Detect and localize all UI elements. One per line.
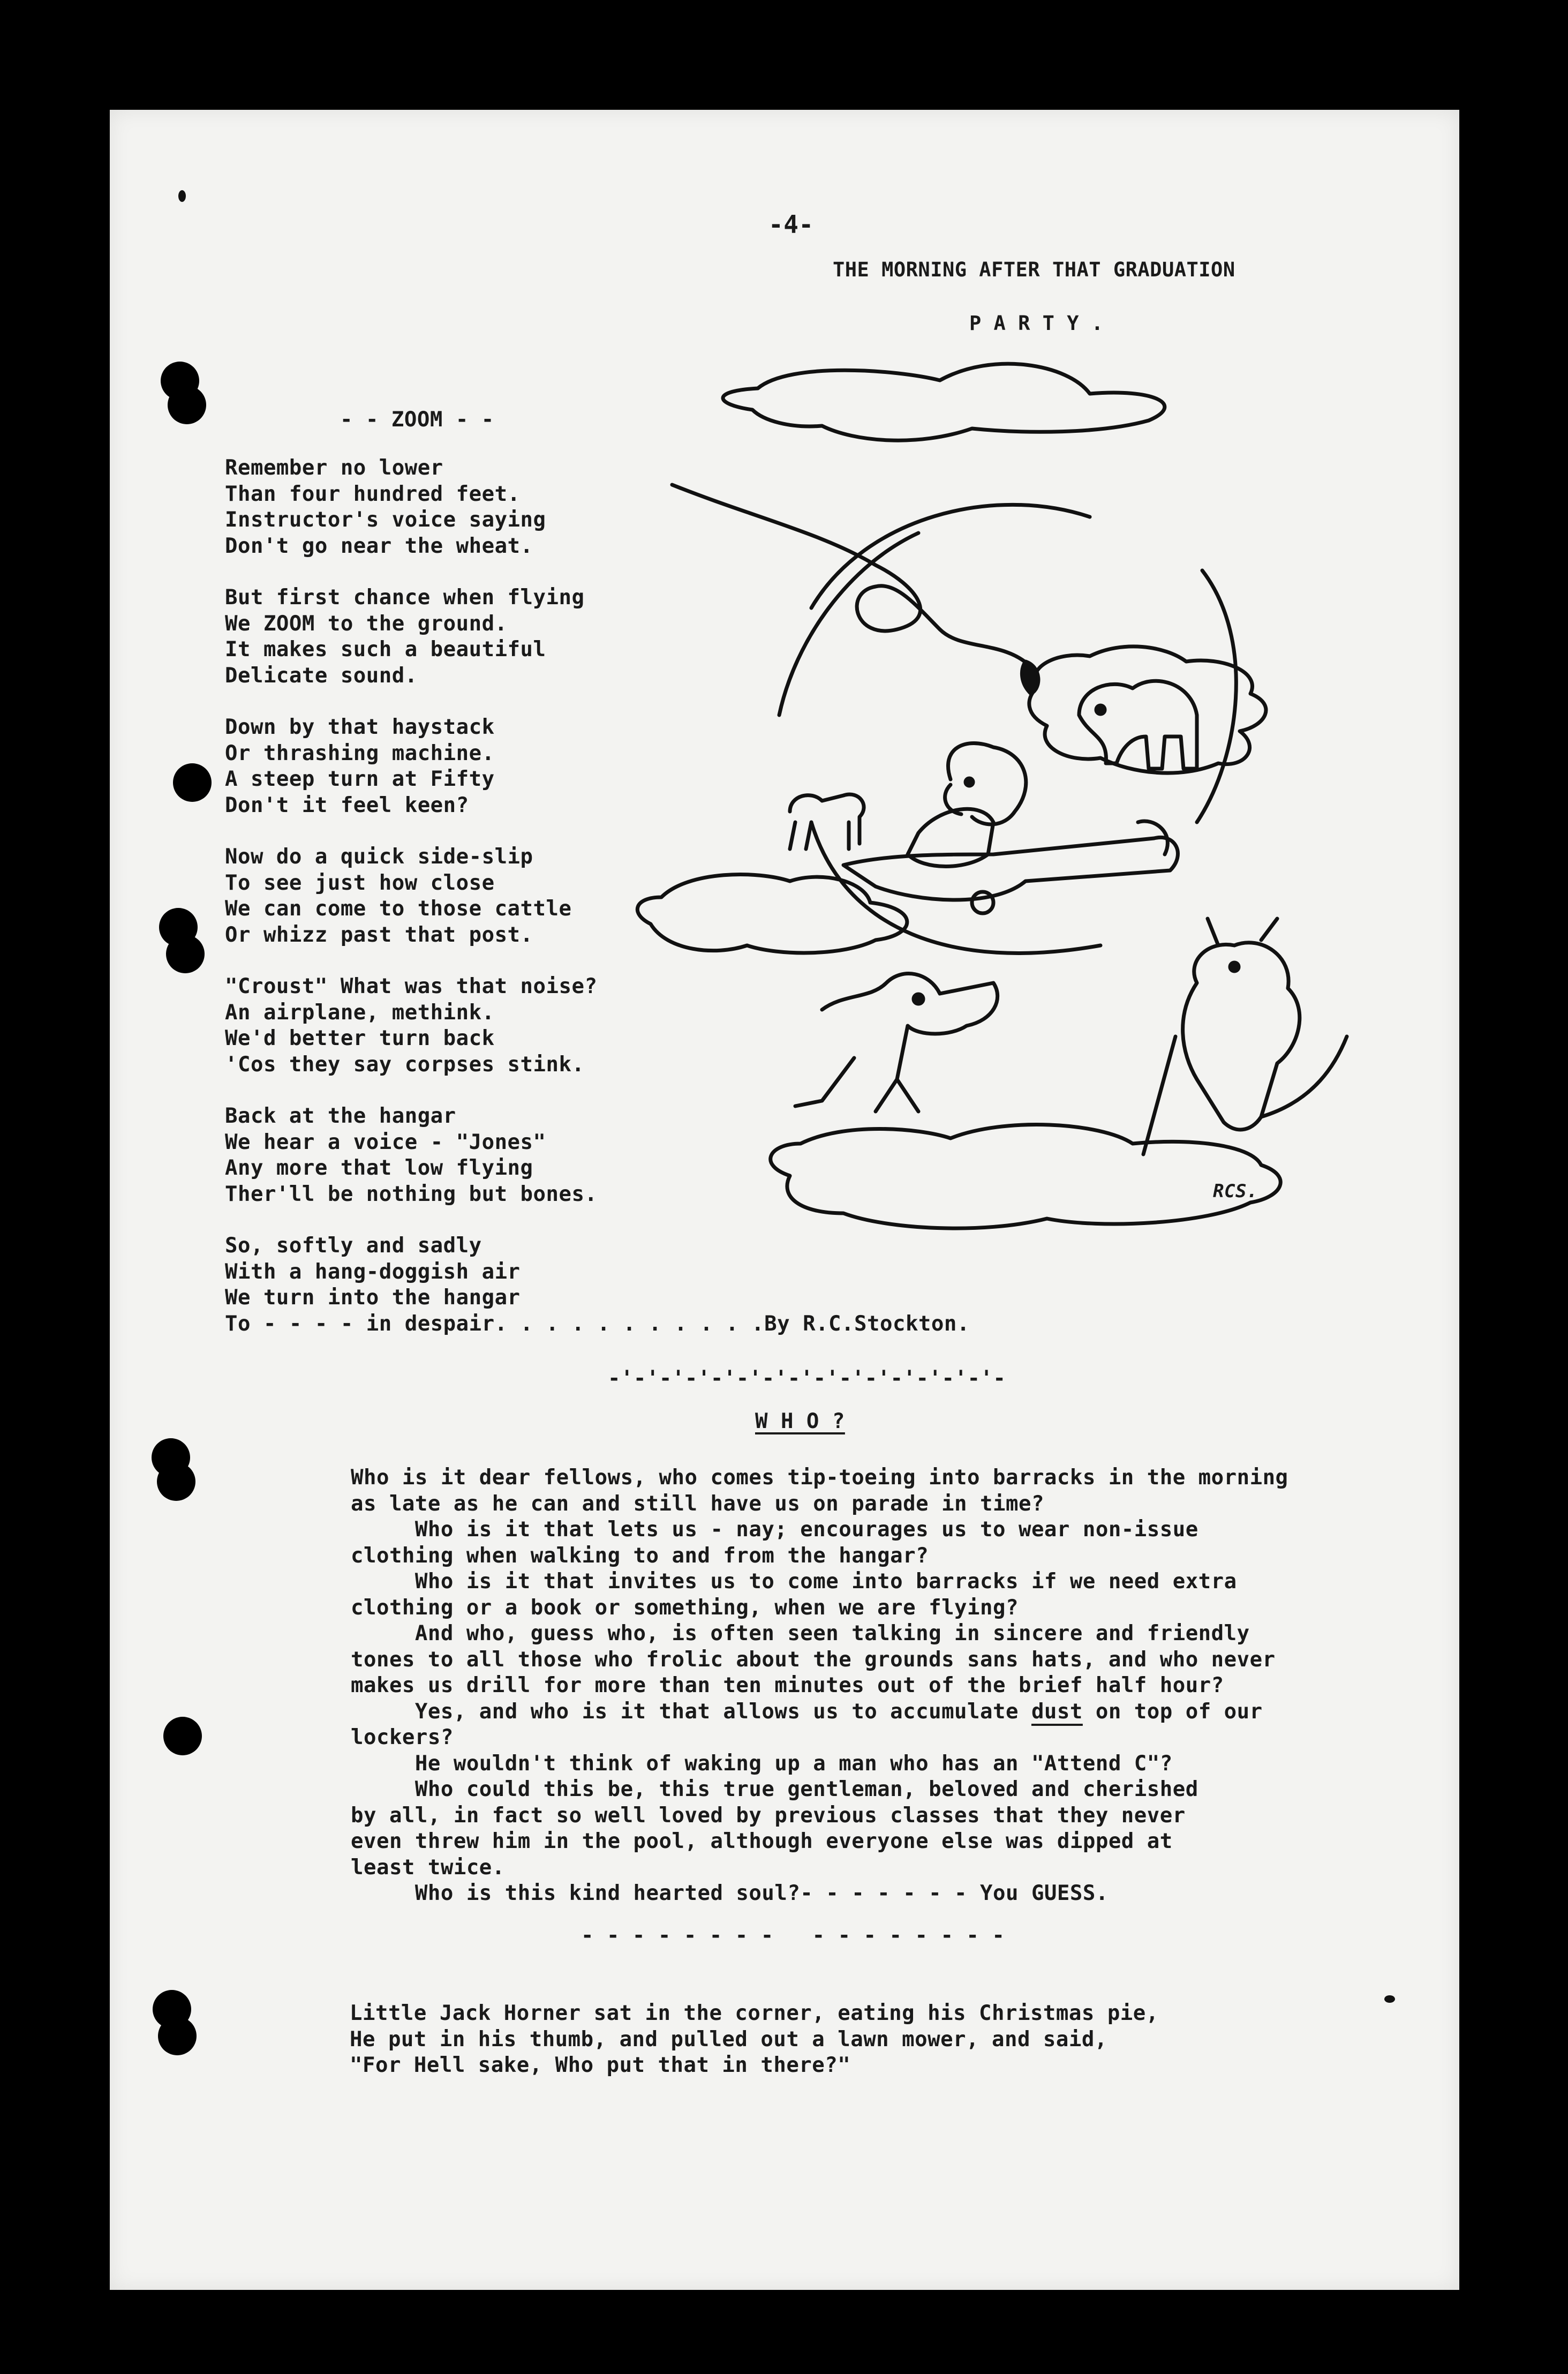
poem-line: We ZOOM to the ground. xyxy=(225,611,508,636)
article-line: tones to all those who frolic about the grounds sans hats, and who never xyxy=(351,1647,1276,1672)
poem-line: Than four hundred feet. xyxy=(225,482,521,506)
poem-line: To see just how close xyxy=(225,870,495,895)
article-line: Who is it dear fellows, who comes tip-toeing into barracks in the morning xyxy=(351,1466,1288,1490)
poem-line: Remember no lower xyxy=(225,456,443,480)
article-line: Who is it that lets us - nay; encourages us to wear non-issue xyxy=(351,1517,1198,1542)
punch-hole xyxy=(157,1462,195,1501)
article-line: clothing when walking to and from the hangar? xyxy=(351,1543,929,1568)
who-article xyxy=(351,1465,1422,1907)
cartoon-title-party: P A R T Y . xyxy=(969,312,1104,335)
underlined-word: dust xyxy=(1031,1699,1083,1724)
article-line: He wouldn't think of waking up a man who has an "Attend C"? xyxy=(351,1751,1173,1776)
article-line: clothing or a book or something, when we are flying? xyxy=(351,1595,1019,1620)
punch-hole xyxy=(166,935,205,973)
poem-title: - - ZOOM - - xyxy=(340,408,494,432)
poem-line: 'Cos they say corpses stink. xyxy=(225,1052,585,1077)
article-line: least twice. xyxy=(351,1855,505,1880)
jack-horner-rhyme xyxy=(350,2001,1421,2079)
punch-hole xyxy=(163,1717,202,1755)
rhyme-line: He put in his thumb, and pulled out a lawn mower, and said, xyxy=(350,2027,1107,2052)
cartoon-title: THE MORNING AFTER THAT GRADUATION xyxy=(833,258,1235,281)
article-text: on top of our xyxy=(1082,1699,1263,1724)
poem-line: Any more that low flying xyxy=(225,1156,533,1180)
section-title-who: W H O ? xyxy=(755,1409,845,1433)
poem-line: Don't go near the wheat. xyxy=(225,534,533,558)
punch-hole xyxy=(158,2017,197,2055)
poem-line: Now do a quick side-slip xyxy=(225,845,533,869)
poem-line: It makes such a beautiful xyxy=(225,637,546,662)
article-line: And who, guess who, is often seen talking in sincere and friendly xyxy=(351,1621,1250,1646)
article-line xyxy=(351,1699,1422,1725)
article-line: makes us drill for more than ten minutes out of the brief half hour? xyxy=(351,1673,1224,1697)
poem-line: A steep turn at Fifty xyxy=(225,767,495,791)
poem-line: We hear a voice - "Jones" xyxy=(225,1130,546,1154)
poem-line: Down by that haystack xyxy=(225,715,495,739)
punch-hole xyxy=(168,386,206,424)
article-text: Yes, and who is it that allows us to accumulate xyxy=(351,1699,1031,1724)
page-number: -4- xyxy=(768,210,814,239)
article-line: lockers? xyxy=(351,1725,454,1749)
article-line: Who is it that invites us to come into barracks if we need extra xyxy=(351,1569,1237,1594)
cartoon-illustration xyxy=(619,340,1422,1261)
document-page xyxy=(110,110,1459,2290)
poem-line: With a hang-doggish air xyxy=(225,1259,521,1284)
article-line: by all, in fact so well loved by previous classes that they never xyxy=(351,1803,1186,1828)
cartoon-signature: RCS. xyxy=(1213,1181,1258,1202)
poem-line: Ther'll be nothing but bones. xyxy=(225,1182,598,1206)
rhyme-line: "For Hell sake, Who put that in there?" xyxy=(350,2053,851,2077)
article-line: as late as he can and still have us on parade in time? xyxy=(351,1491,1044,1516)
poem-line: "Croust" What was that noise? xyxy=(225,974,598,998)
ink-speck xyxy=(178,190,186,202)
poem-line: We turn into the hangar xyxy=(225,1286,521,1310)
poem-line: Or whizz past that post. xyxy=(225,922,533,947)
poem-line: Don't it feel keen? xyxy=(225,793,469,817)
article-line: even threw him in the pool, although everyone else was dipped at xyxy=(351,1829,1173,1853)
separator: - - - - - - - - - - - - - - - - xyxy=(581,1924,1005,1948)
article-line: Who is this kind hearted soul?- - - - - - - You GUESS. xyxy=(351,1881,1109,1905)
poem-line: Back at the hangar xyxy=(225,1104,456,1128)
poem-line: So, softly and sadly xyxy=(225,1234,482,1258)
poem-line: Instructor's voice saying xyxy=(225,508,546,532)
poem-line: To - - - - in despair. . . . . . . . . . .By R.C.Stockton. xyxy=(225,1311,970,1336)
poem-line: An airplane, methink. xyxy=(225,1000,495,1025)
poem-line: Or thrashing machine. xyxy=(225,741,495,765)
separator: -'-'-'-'-'-'-'-'-'-'-'-'-'-'-'- xyxy=(608,1366,1006,1391)
rhyme-line: Little Jack Horner sat in the corner, eating his Christmas pie, xyxy=(350,2001,1159,2025)
poem-line: We'd better turn back xyxy=(225,1026,495,1050)
punch-hole xyxy=(173,763,212,802)
poem-line: But first chance when flying xyxy=(225,585,585,610)
poem-line: We can come to those cattle xyxy=(225,897,572,921)
poem-line: Delicate sound. xyxy=(225,663,418,688)
article-line: Who could this be, this true gentleman, beloved and cherished xyxy=(351,1777,1198,1801)
